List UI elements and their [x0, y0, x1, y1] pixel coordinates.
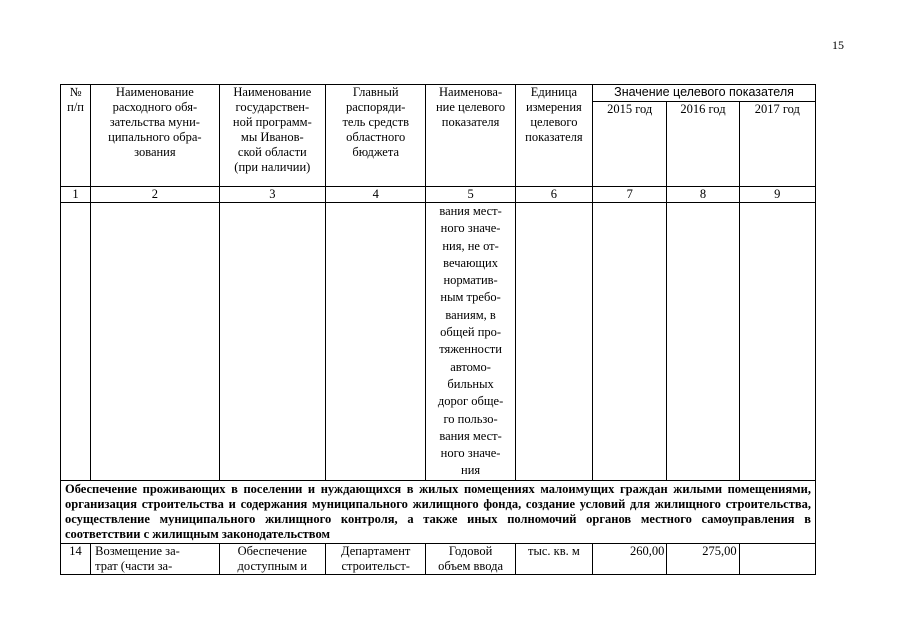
- table-row-14: [61, 543, 816, 574]
- colnum-3: 3: [219, 187, 325, 203]
- colnum-8: 8: [667, 187, 739, 203]
- header-year-2016: 2016 год: [667, 102, 739, 187]
- header-row-1: [61, 85, 816, 102]
- section-row: [61, 480, 816, 543]
- row14-2016: 275,00: [667, 543, 739, 574]
- row14-manager: Департамент строительст-: [326, 543, 426, 574]
- page-number: 15: [832, 38, 844, 52]
- cont-cell-8: [667, 203, 739, 481]
- column-numbers-row: [61, 187, 816, 203]
- header-year-2017: 2017 год: [739, 102, 815, 187]
- row14-program: Обеспечение доступным и: [219, 543, 325, 574]
- header-num: № п/п: [61, 85, 91, 187]
- colnum-5: 5: [426, 187, 515, 203]
- cont-cell-3: [219, 203, 325, 481]
- target-indicators-table: [60, 84, 816, 575]
- header-unit: Единица измерения целевого показателя: [515, 85, 592, 187]
- row14-indicator: Годовой объем ввода: [426, 543, 515, 574]
- cont-cell-7: [593, 203, 667, 481]
- row14-unit: тыс. кв. м: [515, 543, 592, 574]
- cont-cell-4: [326, 203, 426, 481]
- cont-cell-2: [91, 203, 220, 481]
- cont-indicator-text: вания мест- ного значе- ния, не от- вечающих норматив- ным требо- ваниям, в общей про- тяженности автомо- бильных дорог обще- го пользо- вания мест- ного значе- ния: [426, 203, 515, 481]
- header-indicator-name: Наименова- ние целевого показателя: [426, 85, 515, 187]
- section-title: Обеспечение проживающих в поселении и нуждающихся в жилых помещениях малоимущих граждан жилыми помещениями, организация строительства и содержания муниципального жилищного фонда, создание условий для жилищного строительства, осуществление муниципального жилищного контроля, а также иных полномочий органов местного самоуправления в соответствии с жилищным законодательством: [61, 480, 816, 543]
- header-target-value-group: Значение целевого показателя: [593, 85, 816, 102]
- cont-cell-6: [515, 203, 592, 481]
- colnum-7: 7: [593, 187, 667, 203]
- row14-num: 14: [61, 543, 91, 574]
- header-year-2015: 2015 год: [593, 102, 667, 187]
- colnum-2: 2: [91, 187, 220, 203]
- header-expense-obligation: Наименование расходного обя- зательства муни- ципального обра- зования: [91, 85, 220, 187]
- colnum-4: 4: [326, 187, 426, 203]
- header-chief-manager: Главный распоряди- тель средств областного бюджета: [326, 85, 426, 187]
- colnum-1: 1: [61, 187, 91, 203]
- cont-cell-9: [739, 203, 815, 481]
- header-state-program: Наименование государствен- ной программ- мы Иванов- ской области (при наличии): [219, 85, 325, 187]
- colnum-6: 6: [515, 187, 592, 203]
- cont-cell-1: [61, 203, 91, 481]
- row14-2015: 260,00: [593, 543, 667, 574]
- continuation-row: [61, 203, 816, 481]
- row14-expense: Возмещение за- трат (части за-: [91, 543, 220, 574]
- row14-2017: [739, 543, 815, 574]
- colnum-9: 9: [739, 187, 815, 203]
